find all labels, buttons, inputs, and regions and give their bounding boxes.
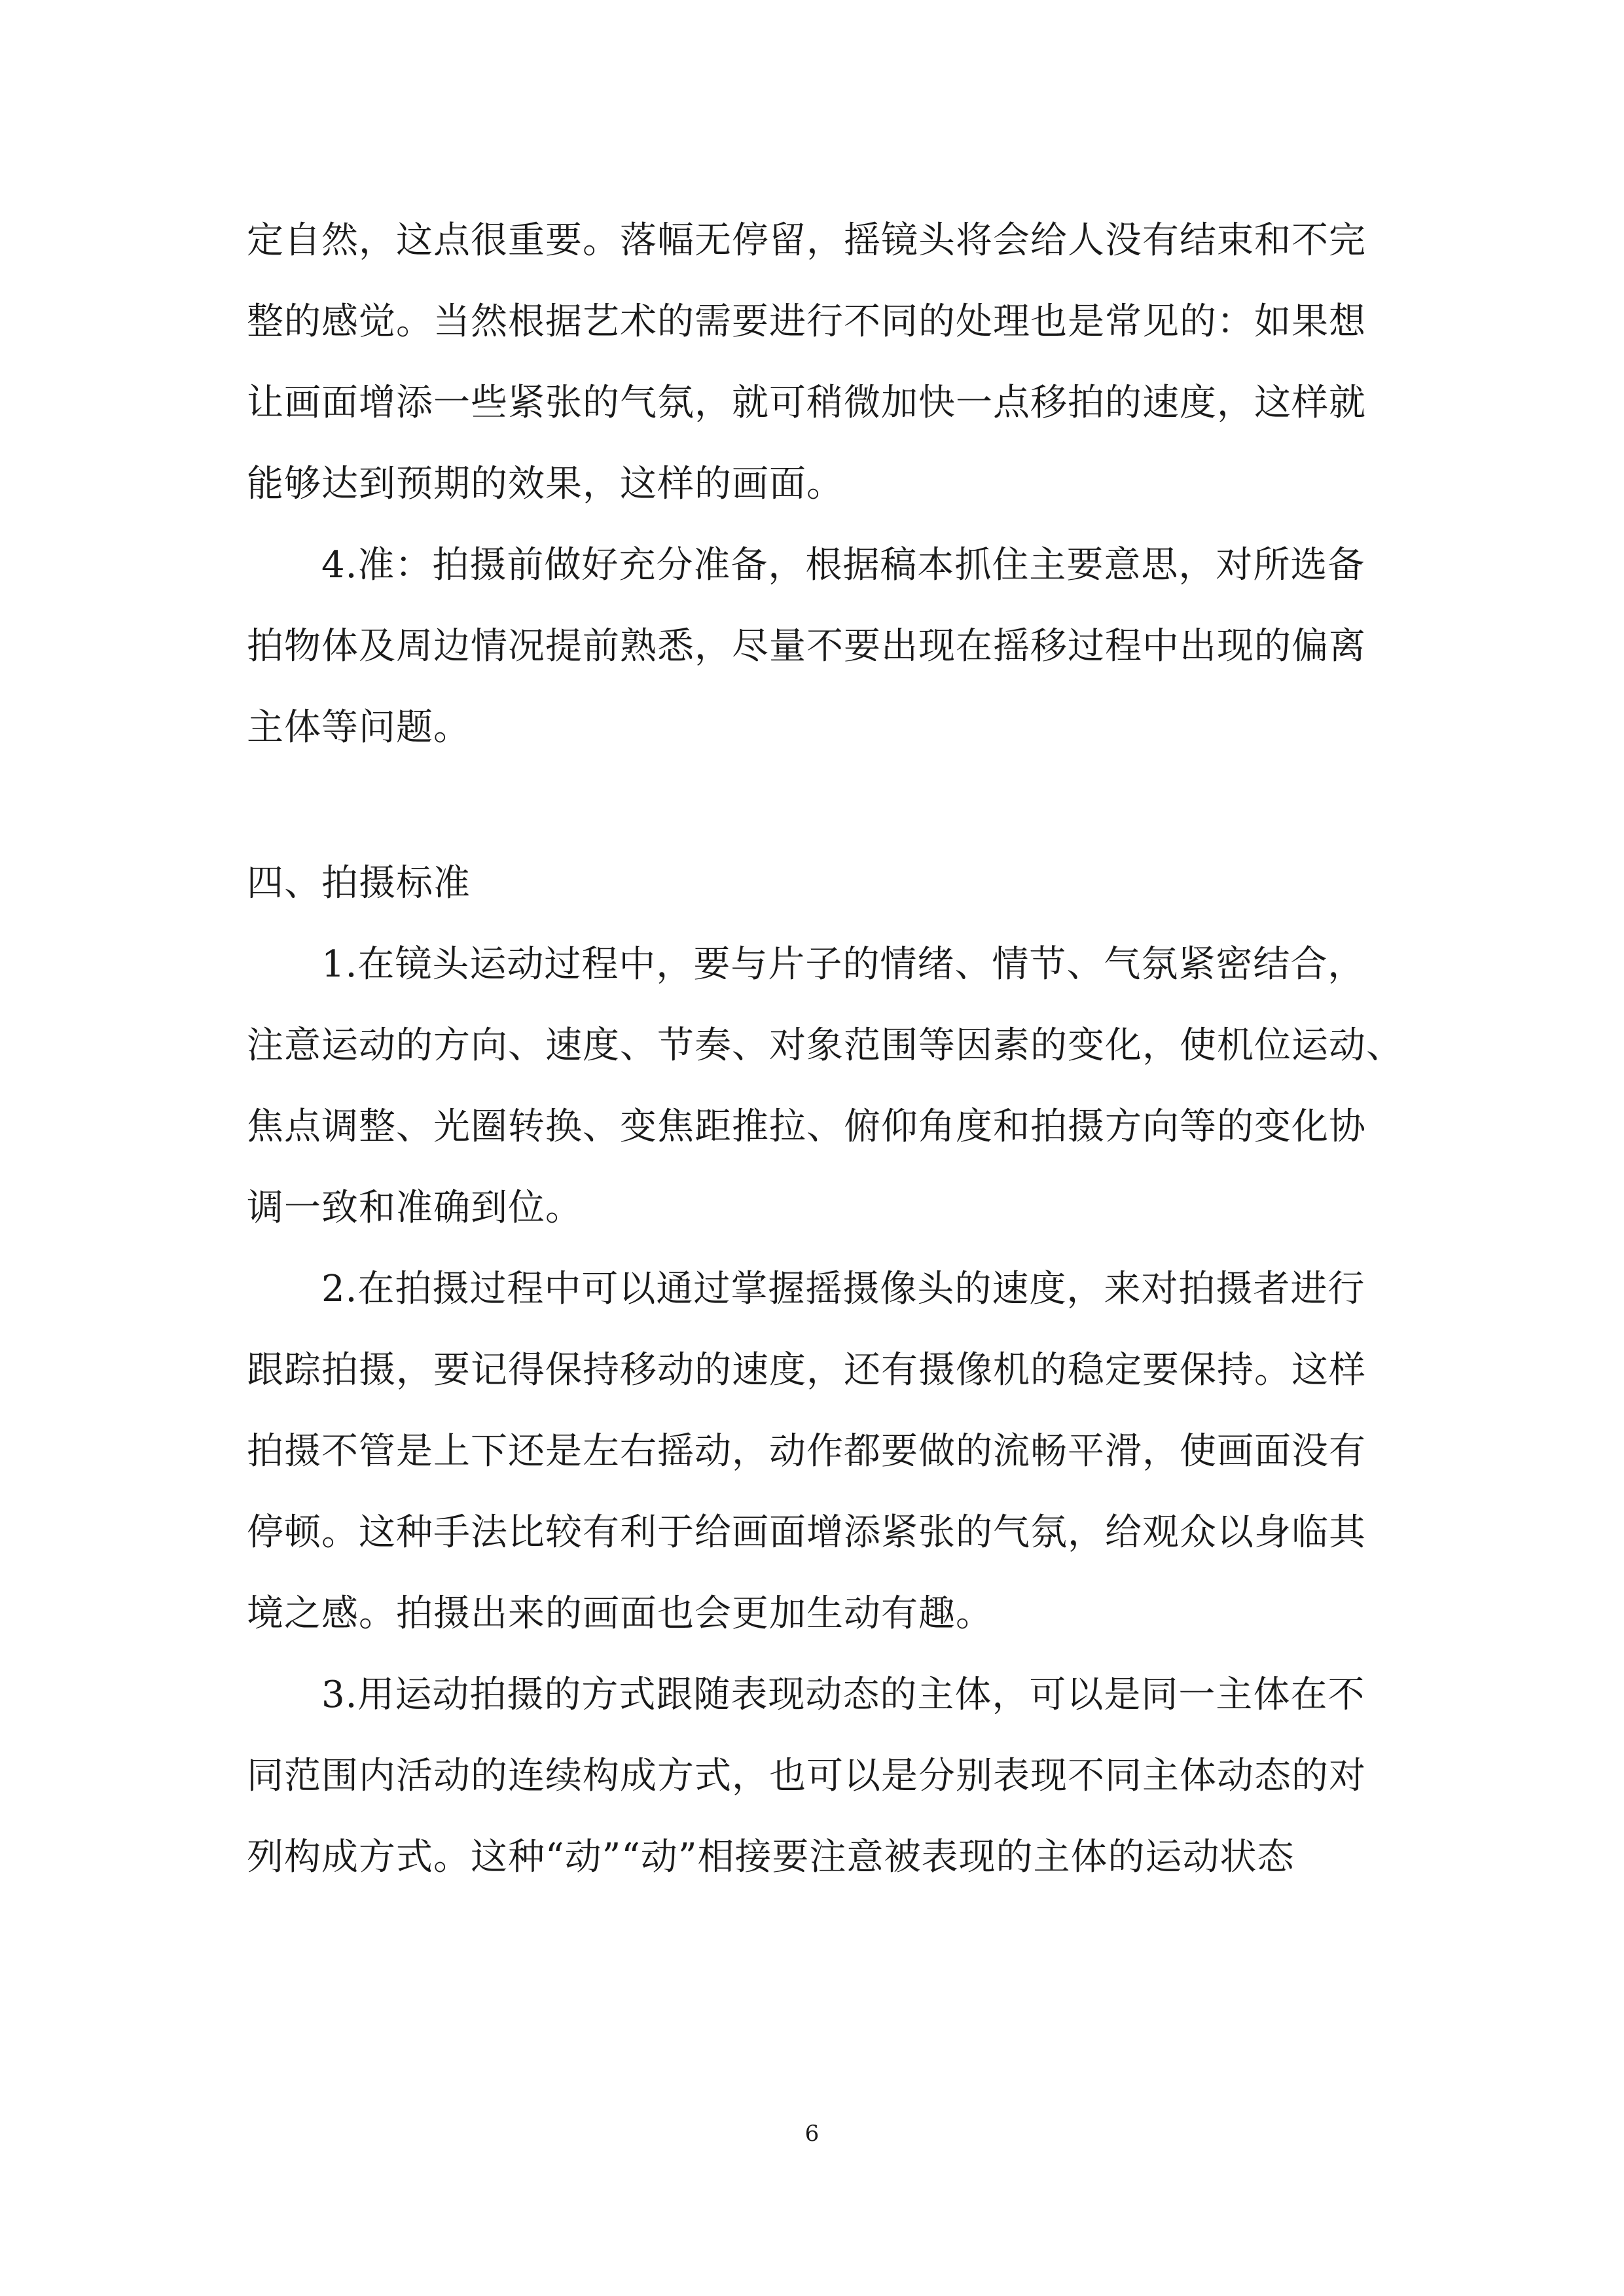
paragraph-line: 2.在拍摄过程中可以通过掌握摇摄像头的速度，来对拍摄者进行	[321, 1268, 1365, 1310]
paragraph-line: 列构成方式。这种“动”“动”相接要注意被表现的主体的运动状态	[247, 1836, 1295, 1878]
paragraph-line: 拍物体及周边情况提前熟悉，尽量不要出现在摇移过程中出现的偏离	[247, 625, 1366, 668]
paragraph-line: 4.准：拍摄前做好充分准备，根据稿本抓住主要意思，对所选备	[321, 544, 1365, 586]
paragraph-line: 跟踪拍摄，要记得保持移动的速度，还有摄像机的稳定要保持。这样	[247, 1349, 1366, 1391]
paragraph-line: 3.用运动拍摄的方式跟随表现动态的主体，可以是同一主体在不	[321, 1674, 1365, 1716]
paragraph-line: 1.在镜头运动过程中，要与片子的情绪、情节、气氛紧密结合，	[321, 943, 1365, 986]
paragraph-line: 境之感。拍摄出来的画面也会更加生动有趣。	[247, 1592, 993, 1635]
section-spacer	[247, 768, 1386, 843]
paragraph-line: 整的感觉。当然根据艺术的需要进行不同的处理也是常见的：如果想	[247, 300, 1366, 343]
paragraph-line: 让画面增添一些紧张的气氛，就可稍微加快一点移拍的速度，这样就	[247, 382, 1366, 424]
paragraph-line: 定自然，这点很重要。落幅无停留，摇镜头将会给人没有结束和不完	[247, 219, 1366, 262]
paragraph-line: 拍摄不管是上下还是左右摇动，动作都要做的流畅平滑，使画面没有	[247, 1430, 1366, 1473]
paragraph-line: 能够达到预期的效果，这样的画面。	[247, 463, 844, 505]
paragraph-line: 焦点调整、光圈转换、变焦距推拉、俯仰角度和拍摄方向等的变化协	[247, 1105, 1366, 1148]
section-heading: 四、拍摄标准	[247, 862, 471, 905]
page-number: 6	[804, 2121, 820, 2147]
paragraph-line: 注意运动的方向、速度、节奏、对象范围等因素的变化，使机位运动、	[247, 1024, 1403, 1067]
paragraph-line: 停顿。这种手法比较有利于给画面增添紧张的气氛，给观众以身临其	[247, 1511, 1366, 1554]
paragraph-line: 主体等问题。	[247, 706, 471, 749]
paragraph-line: 调一致和准确到位。	[247, 1187, 583, 1229]
body-text	[247, 200, 1403, 1898]
paragraph-line: 同范围内活动的连续构成方式，也可以是分别表现不同主体动态的对	[247, 1755, 1366, 1797]
